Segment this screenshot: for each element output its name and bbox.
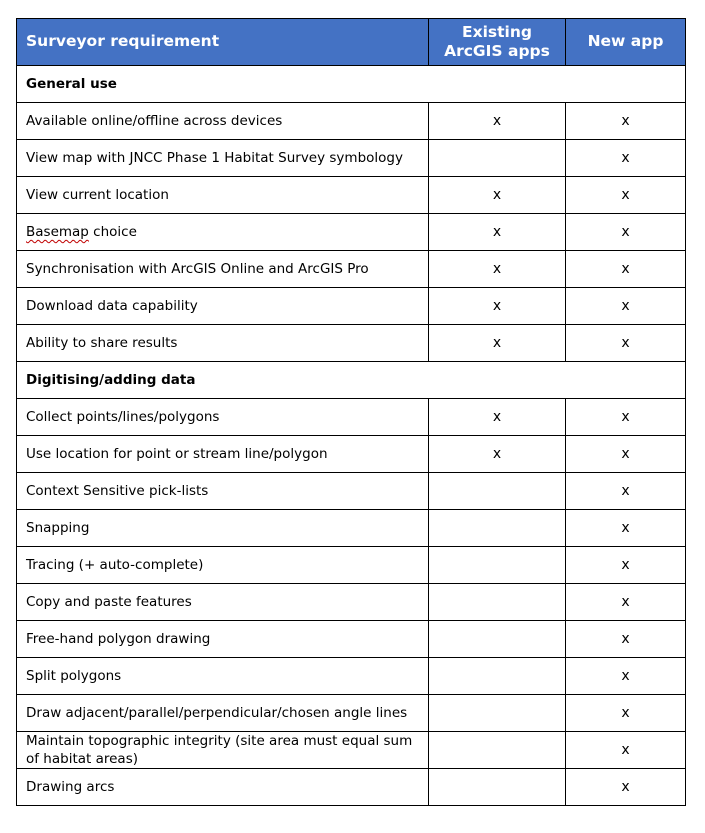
table-row — [17, 399, 686, 436]
existing-mark-cell: x — [429, 251, 566, 288]
existing-mark-cell — [429, 140, 566, 177]
existing-mark-cell: x — [429, 177, 566, 214]
header-new-app: New app — [566, 19, 686, 66]
new-mark-cell: x — [566, 584, 686, 621]
table-row — [17, 325, 686, 362]
new-mark-cell: x — [566, 473, 686, 510]
table-row — [17, 473, 686, 510]
new-mark-cell: x — [566, 510, 686, 547]
existing-mark-cell — [429, 769, 566, 806]
new-mark-cell: x — [566, 621, 686, 658]
table-row — [17, 140, 686, 177]
new-mark-cell: x — [566, 658, 686, 695]
requirement-cell: Available online/offline across devices — [17, 103, 429, 140]
requirement-cell: Collect points/lines/polygons — [17, 399, 429, 436]
new-mark-cell: x — [566, 288, 686, 325]
table-row — [17, 288, 686, 325]
existing-mark-cell — [429, 510, 566, 547]
existing-mark-cell: x — [429, 325, 566, 362]
existing-mark-cell: x — [429, 214, 566, 251]
new-mark-cell: x — [566, 214, 686, 251]
new-mark-cell: x — [566, 547, 686, 584]
existing-mark-cell — [429, 621, 566, 658]
requirement-cell: Context Sensitive pick-lists — [17, 473, 429, 510]
requirement-cell: Download data capability — [17, 288, 429, 325]
new-mark-cell: x — [566, 399, 686, 436]
new-mark-cell: x — [566, 251, 686, 288]
table-row — [17, 695, 686, 732]
requirement-cell: Ability to share results — [17, 325, 429, 362]
existing-mark-cell — [429, 695, 566, 732]
requirement-text-rest: choice — [88, 224, 137, 240]
table-row — [17, 214, 686, 251]
new-mark-cell: x — [566, 325, 686, 362]
requirement-cell — [17, 214, 429, 251]
header-surveyor-requirement: Surveyor requirement — [17, 19, 429, 66]
spellcheck-word: Basemap — [26, 224, 89, 240]
requirements-table — [16, 18, 686, 806]
requirement-cell: Tracing (+ auto-complete) — [17, 547, 429, 584]
table-row — [17, 584, 686, 621]
table-row — [17, 436, 686, 473]
table-row — [17, 510, 686, 547]
section-row-digitising — [17, 362, 686, 399]
existing-mark-cell: x — [429, 399, 566, 436]
requirement-cell: Synchronisation with ArcGIS Online and ArcGIS Pro — [17, 251, 429, 288]
header-existing-arcgis-apps — [429, 19, 566, 66]
section-title: General use — [17, 66, 686, 103]
existing-mark-cell — [429, 658, 566, 695]
header-existing-line1: Existing — [462, 22, 532, 41]
requirement-cell: Free-hand polygon drawing — [17, 621, 429, 658]
section-row-general-use — [17, 66, 686, 103]
section-title: Digitising/adding data — [17, 362, 686, 399]
new-mark-cell: x — [566, 732, 686, 769]
requirement-cell: Maintain topographic integrity (site area must equal sum of habitat areas) — [17, 732, 429, 769]
table-row — [17, 251, 686, 288]
requirement-cell: View map with JNCC Phase 1 Habitat Survey symbology — [17, 140, 429, 177]
new-mark-cell: x — [566, 103, 686, 140]
table-header-row — [17, 19, 686, 66]
existing-mark-cell — [429, 732, 566, 769]
table-row — [17, 658, 686, 695]
new-mark-cell: x — [566, 695, 686, 732]
requirement-cell: Use location for point or stream line/polygon — [17, 436, 429, 473]
header-existing-line2: ArcGIS apps — [444, 42, 550, 60]
new-mark-cell: x — [566, 177, 686, 214]
table-row — [17, 621, 686, 658]
existing-mark-cell: x — [429, 288, 566, 325]
new-mark-cell: x — [566, 436, 686, 473]
requirement-cell: Snapping — [17, 510, 429, 547]
table-row — [17, 177, 686, 214]
requirement-cell: Drawing arcs — [17, 769, 429, 806]
existing-mark-cell: x — [429, 103, 566, 140]
existing-mark-cell — [429, 584, 566, 621]
requirement-cell: Copy and paste features — [17, 584, 429, 621]
new-mark-cell: x — [566, 140, 686, 177]
table-row — [17, 103, 686, 140]
new-mark-cell: x — [566, 769, 686, 806]
requirement-cell: Draw adjacent/parallel/perpendicular/chosen angle lines — [17, 695, 429, 732]
table-row — [17, 547, 686, 584]
requirement-cell: View current location — [17, 177, 429, 214]
existing-mark-cell — [429, 547, 566, 584]
table-row — [17, 732, 686, 769]
existing-mark-cell: x — [429, 436, 566, 473]
existing-mark-cell — [429, 473, 566, 510]
table-row — [17, 769, 686, 806]
requirement-cell: Split polygons — [17, 658, 429, 695]
